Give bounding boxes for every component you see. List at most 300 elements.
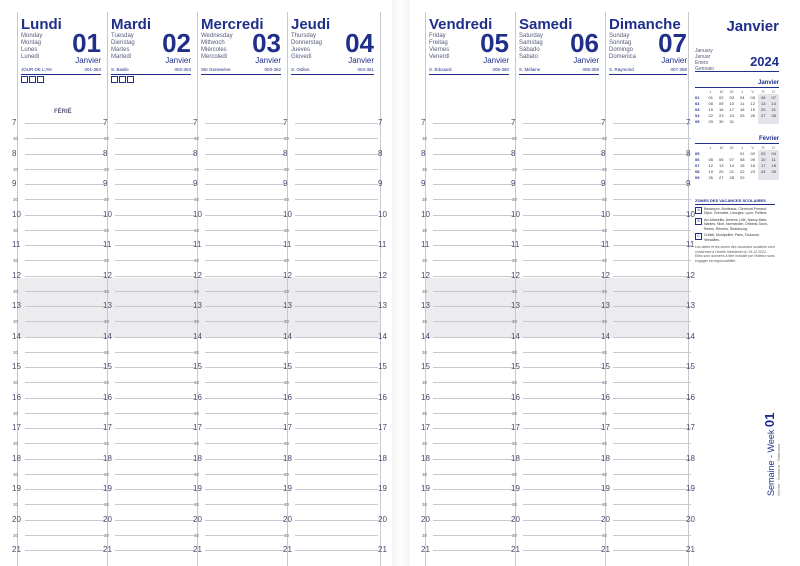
hour-line[interactable] bbox=[205, 550, 285, 551]
half-hour-line[interactable] bbox=[295, 352, 378, 353]
half-hour-line[interactable] bbox=[25, 474, 105, 475]
half-hour-line[interactable] bbox=[523, 230, 603, 231]
mini-calendar-day[interactable]: 26 bbox=[708, 174, 713, 180]
day-month: Janvier bbox=[255, 56, 281, 65]
mini-calendar-day[interactable]: 11 bbox=[740, 100, 745, 106]
mini-calendar-day[interactable] bbox=[737, 118, 748, 124]
sidebar-month-lang: Gennaio bbox=[695, 66, 714, 72]
half-hour-line[interactable] bbox=[25, 413, 105, 414]
half-hour-line[interactable] bbox=[25, 230, 105, 231]
half-hour-line[interactable] bbox=[295, 169, 378, 170]
half-hour-line[interactable] bbox=[115, 230, 195, 231]
mini-calendar-day[interactable]: 13 bbox=[719, 162, 724, 168]
hour-line[interactable] bbox=[433, 306, 513, 307]
half-hour-line[interactable] bbox=[205, 382, 285, 383]
hour-line[interactable] bbox=[25, 459, 105, 460]
half-hour-line[interactable] bbox=[523, 291, 603, 292]
hour-line[interactable] bbox=[613, 184, 691, 185]
hour-label: 9 bbox=[283, 179, 288, 188]
mini-calendar-day[interactable]: 09 bbox=[750, 156, 755, 162]
hour-line[interactable] bbox=[295, 550, 378, 551]
half-hour-line[interactable] bbox=[25, 199, 105, 200]
half-hour-line[interactable] bbox=[433, 321, 513, 322]
half-hour-line[interactable] bbox=[433, 260, 513, 261]
hour-label: 10 bbox=[686, 209, 695, 219]
half-hour-line[interactable] bbox=[295, 291, 378, 292]
half-hour-line[interactable] bbox=[115, 413, 195, 414]
hour-label: 8 bbox=[193, 148, 198, 158]
half-hour-line[interactable] bbox=[613, 474, 691, 475]
mini-calendar-day[interactable]: 19 bbox=[750, 106, 755, 112]
hour-line[interactable] bbox=[295, 215, 378, 216]
half-hour-line[interactable] bbox=[295, 382, 378, 383]
mini-calendar-day[interactable]: 06 bbox=[758, 94, 769, 100]
hour-line[interactable] bbox=[205, 520, 285, 521]
mini-calendar-day[interactable]: 03 bbox=[729, 94, 734, 100]
hour-label: 20 bbox=[601, 514, 610, 524]
hour-line[interactable] bbox=[523, 184, 603, 185]
half-hour-line[interactable] bbox=[205, 535, 285, 536]
mini-calendar-day[interactable]: 06 bbox=[719, 156, 724, 162]
mini-calendar-day[interactable] bbox=[748, 118, 759, 124]
hour-line[interactable] bbox=[613, 306, 691, 307]
half-hour-label: 30 bbox=[602, 471, 608, 477]
mini-calendar-day[interactable]: 04 bbox=[740, 94, 745, 100]
half-hour-line[interactable] bbox=[115, 169, 195, 170]
half-hour-line[interactable] bbox=[295, 230, 378, 231]
hour-line[interactable] bbox=[25, 367, 105, 368]
hour-line[interactable] bbox=[433, 245, 513, 246]
half-hour-line[interactable] bbox=[433, 413, 513, 414]
half-hour-line[interactable] bbox=[25, 352, 105, 353]
sidebar-year: 2024 bbox=[750, 54, 779, 69]
hour-line[interactable] bbox=[295, 154, 378, 155]
half-hour-line[interactable] bbox=[433, 504, 513, 505]
hour-label: 14 bbox=[283, 331, 292, 341]
half-hour-line[interactable] bbox=[613, 504, 691, 505]
half-hour-line[interactable] bbox=[295, 413, 378, 414]
mini-calendar-day[interactable]: 15 bbox=[708, 106, 713, 112]
half-hour-line[interactable] bbox=[433, 474, 513, 475]
half-hour-line[interactable] bbox=[433, 230, 513, 231]
saint-of-day: JOUR DE L'AN bbox=[21, 67, 52, 72]
hour-line[interactable] bbox=[205, 337, 285, 338]
hour-line[interactable] bbox=[523, 215, 603, 216]
half-hour-line[interactable] bbox=[295, 260, 378, 261]
half-hour-line[interactable] bbox=[205, 352, 285, 353]
mini-calendar-day[interactable]: 03 bbox=[758, 150, 769, 156]
mini-calendar-day[interactable]: 24 bbox=[758, 168, 769, 174]
half-hour-line[interactable] bbox=[433, 382, 513, 383]
mini-calendar-day[interactable]: 08 bbox=[708, 100, 713, 106]
mini-calendar-day[interactable]: 25 bbox=[769, 168, 780, 174]
hour-label: 17 bbox=[378, 423, 387, 432]
hour-line[interactable] bbox=[205, 123, 285, 124]
half-hour-line[interactable] bbox=[25, 260, 105, 261]
half-hour-line[interactable] bbox=[613, 169, 691, 170]
half-hour-line[interactable] bbox=[115, 535, 195, 536]
half-hour-line[interactable] bbox=[115, 504, 195, 505]
mini-calendar-day[interactable]: 15 bbox=[740, 162, 745, 168]
hour-line[interactable] bbox=[523, 245, 603, 246]
half-hour-line[interactable] bbox=[295, 443, 378, 444]
half-hour-line[interactable] bbox=[523, 352, 603, 353]
hour-line[interactable] bbox=[205, 459, 285, 460]
hour-line[interactable] bbox=[433, 520, 513, 521]
hour-line[interactable] bbox=[295, 245, 378, 246]
hour-line[interactable] bbox=[115, 245, 195, 246]
half-hour-line[interactable] bbox=[115, 260, 195, 261]
half-hour-line[interactable] bbox=[295, 504, 378, 505]
mini-calendar-day[interactable] bbox=[758, 118, 769, 124]
hour-line[interactable] bbox=[613, 550, 691, 551]
mini-calendar-day[interactable]: 10 bbox=[758, 156, 769, 162]
mini-calendar-day[interactable]: 16 bbox=[719, 106, 724, 112]
hour-line[interactable] bbox=[613, 489, 691, 490]
half-hour-line[interactable] bbox=[523, 443, 603, 444]
mini-calendar-day[interactable]: 01 bbox=[740, 150, 745, 156]
mini-calendar-day[interactable]: 05 bbox=[750, 94, 755, 100]
mini-calendar-day[interactable]: 30 bbox=[719, 118, 724, 124]
half-hour-line[interactable] bbox=[523, 138, 603, 139]
hour-line[interactable] bbox=[205, 306, 285, 307]
day-month: Janvier bbox=[75, 56, 101, 65]
hour-line[interactable] bbox=[205, 276, 285, 277]
hour-line[interactable] bbox=[523, 428, 603, 429]
hour-line[interactable] bbox=[433, 276, 513, 277]
mini-calendar-day[interactable]: 24 bbox=[729, 112, 734, 118]
hour-line[interactable] bbox=[25, 184, 105, 185]
half-hour-line[interactable] bbox=[523, 474, 603, 475]
half-hour-line[interactable] bbox=[205, 443, 285, 444]
mini-calendar-day[interactable]: 17 bbox=[729, 106, 734, 112]
half-hour-line[interactable] bbox=[205, 199, 285, 200]
mini-calendar-day[interactable]: 07 bbox=[769, 94, 780, 100]
mini-calendar-day[interactable]: 18 bbox=[740, 106, 745, 112]
hour-line[interactable] bbox=[205, 154, 285, 155]
mini-calendar-day[interactable]: 18 bbox=[769, 162, 780, 168]
half-hour-line[interactable] bbox=[613, 413, 691, 414]
half-hour-line[interactable] bbox=[25, 382, 105, 383]
mini-calendar-day[interactable]: 26 bbox=[750, 112, 755, 118]
half-hour-line[interactable] bbox=[25, 321, 105, 322]
mini-calendar-day[interactable]: 28 bbox=[769, 112, 780, 118]
hour-line[interactable] bbox=[295, 306, 378, 307]
half-hour-line[interactable] bbox=[115, 291, 195, 292]
mini-calendar-day[interactable]: 23 bbox=[750, 168, 755, 174]
mini-calendar-day[interactable]: 20 bbox=[758, 106, 769, 112]
mini-calendar-day[interactable]: 07 bbox=[729, 156, 734, 162]
hour-line[interactable] bbox=[613, 428, 691, 429]
half-hour-line[interactable] bbox=[433, 169, 513, 170]
mini-calendar-day[interactable]: 29 bbox=[740, 174, 745, 180]
half-hour-line[interactable] bbox=[205, 321, 285, 322]
hour-line[interactable] bbox=[25, 428, 105, 429]
half-hour-line[interactable] bbox=[25, 535, 105, 536]
mini-calendar-day[interactable]: 12 bbox=[708, 162, 713, 168]
mini-calendar-day[interactable]: 02 bbox=[719, 94, 724, 100]
mini-calendar-day[interactable]: 02 bbox=[750, 150, 755, 156]
half-hour-line[interactable] bbox=[433, 535, 513, 536]
hour-label: 9 bbox=[378, 179, 383, 188]
half-hour-line[interactable] bbox=[433, 291, 513, 292]
mini-calendar-day[interactable]: 29 bbox=[708, 118, 713, 124]
hour-line[interactable] bbox=[115, 306, 195, 307]
mini-calendar-day[interactable]: 23 bbox=[719, 112, 724, 118]
half-hour-line[interactable] bbox=[295, 321, 378, 322]
half-hour-line[interactable] bbox=[115, 443, 195, 444]
hour-line[interactable] bbox=[115, 184, 195, 185]
hour-line[interactable] bbox=[433, 184, 513, 185]
hour-line[interactable] bbox=[523, 123, 603, 124]
mini-calendar-day[interactable] bbox=[769, 174, 780, 180]
hour-line[interactable] bbox=[613, 123, 691, 124]
hour-line[interactable] bbox=[295, 428, 378, 429]
hour-line[interactable] bbox=[523, 337, 603, 338]
hour-line[interactable] bbox=[205, 215, 285, 216]
hour-line[interactable] bbox=[205, 428, 285, 429]
hour-line[interactable] bbox=[433, 154, 513, 155]
hour-line[interactable] bbox=[433, 215, 513, 216]
mini-calendar-day[interactable]: 28 bbox=[729, 174, 734, 180]
hour-line[interactable] bbox=[115, 520, 195, 521]
mini-calendar-day[interactable]: 21 bbox=[769, 106, 780, 112]
hour-line[interactable] bbox=[25, 489, 105, 490]
hour-line[interactable] bbox=[613, 215, 691, 216]
half-hour-line[interactable] bbox=[25, 504, 105, 505]
hour-line[interactable] bbox=[523, 367, 603, 368]
half-hour-line[interactable] bbox=[523, 321, 603, 322]
mini-calendar-day[interactable]: 10 bbox=[729, 100, 734, 106]
half-hour-line[interactable] bbox=[25, 138, 105, 139]
half-hour-line[interactable] bbox=[205, 138, 285, 139]
half-hour-line[interactable] bbox=[613, 230, 691, 231]
mini-calendar-day[interactable]: 22 bbox=[740, 168, 745, 174]
mini-calendar-day[interactable]: 19 bbox=[708, 168, 713, 174]
hour-line[interactable] bbox=[295, 489, 378, 490]
half-hour-line[interactable] bbox=[613, 291, 691, 292]
hour-line[interactable] bbox=[205, 398, 285, 399]
half-hour-line[interactable] bbox=[613, 321, 691, 322]
hour-line[interactable] bbox=[613, 276, 691, 277]
hour-line[interactable] bbox=[523, 276, 603, 277]
hour-line[interactable] bbox=[115, 276, 195, 277]
hour-line[interactable] bbox=[295, 337, 378, 338]
hour-line[interactable] bbox=[115, 428, 195, 429]
hour-line[interactable] bbox=[295, 276, 378, 277]
hour-line[interactable] bbox=[523, 154, 603, 155]
half-hour-line[interactable] bbox=[115, 321, 195, 322]
half-hour-line[interactable] bbox=[433, 352, 513, 353]
mini-calendar-day[interactable] bbox=[758, 174, 769, 180]
mini-calendar-day[interactable]: 27 bbox=[758, 112, 769, 118]
hour-line[interactable] bbox=[115, 215, 195, 216]
zone-a-icon bbox=[111, 76, 118, 83]
mini-calendar-day[interactable]: 08 bbox=[740, 156, 745, 162]
hour-line[interactable] bbox=[613, 398, 691, 399]
hour-line[interactable] bbox=[25, 520, 105, 521]
mini-calendar-day[interactable]: 27 bbox=[719, 174, 724, 180]
half-hour-line[interactable] bbox=[115, 352, 195, 353]
half-hour-line[interactable] bbox=[433, 443, 513, 444]
hour-line[interactable] bbox=[205, 489, 285, 490]
half-hour-line[interactable] bbox=[523, 413, 603, 414]
hour-line[interactable] bbox=[613, 520, 691, 521]
half-hour-line[interactable] bbox=[613, 138, 691, 139]
half-hour-line[interactable] bbox=[205, 291, 285, 292]
hour-line[interactable] bbox=[295, 520, 378, 521]
half-hour-line[interactable] bbox=[433, 138, 513, 139]
hour-line[interactable] bbox=[25, 154, 105, 155]
hour-line[interactable] bbox=[295, 184, 378, 185]
half-hour-line[interactable] bbox=[613, 535, 691, 536]
hour-label: 9 bbox=[103, 179, 108, 188]
half-hour-line[interactable] bbox=[115, 474, 195, 475]
half-hour-line[interactable] bbox=[295, 138, 378, 139]
hour-line[interactable] bbox=[433, 123, 513, 124]
mini-calendar-day[interactable]: 22 bbox=[708, 112, 713, 118]
half-hour-line[interactable] bbox=[433, 199, 513, 200]
half-hour-line[interactable] bbox=[25, 169, 105, 170]
hour-line[interactable] bbox=[25, 215, 105, 216]
half-hour-line[interactable] bbox=[523, 260, 603, 261]
half-hour-line[interactable] bbox=[613, 382, 691, 383]
hour-label: 11 bbox=[601, 240, 610, 249]
hour-line[interactable] bbox=[433, 489, 513, 490]
mini-calendar-day[interactable]: 04 bbox=[769, 150, 780, 156]
hour-line[interactable] bbox=[115, 550, 195, 551]
half-hour-line[interactable] bbox=[613, 260, 691, 261]
half-hour-line[interactable] bbox=[295, 199, 378, 200]
half-hour-line[interactable] bbox=[25, 443, 105, 444]
mini-calendar-day[interactable]: 31 bbox=[729, 118, 734, 124]
half-hour-line[interactable] bbox=[613, 443, 691, 444]
hour-line[interactable] bbox=[115, 398, 195, 399]
hour-label: 20 bbox=[12, 514, 21, 524]
hour-label: 14 bbox=[686, 331, 695, 341]
half-hour-label: 30 bbox=[422, 288, 428, 294]
half-hour-line[interactable] bbox=[205, 260, 285, 261]
hour-line[interactable] bbox=[523, 550, 603, 551]
hour-line[interactable] bbox=[115, 459, 195, 460]
mini-calendar-day[interactable]: 25 bbox=[740, 112, 745, 118]
hour-line[interactable] bbox=[115, 123, 195, 124]
hour-line[interactable] bbox=[523, 306, 603, 307]
hour-line[interactable] bbox=[25, 306, 105, 307]
half-hour-line[interactable] bbox=[523, 504, 603, 505]
hour-line[interactable] bbox=[115, 154, 195, 155]
half-hour-line[interactable] bbox=[613, 352, 691, 353]
hour-line[interactable] bbox=[295, 367, 378, 368]
hour-line[interactable] bbox=[295, 123, 378, 124]
mini-calendar-day[interactable]: 20 bbox=[719, 168, 724, 174]
hour-line[interactable] bbox=[433, 459, 513, 460]
day-name: Dimanche bbox=[609, 16, 681, 33]
hour-line[interactable] bbox=[433, 398, 513, 399]
half-hour-label: 30 bbox=[104, 319, 110, 324]
mini-calendar-day[interactable]: 17 bbox=[758, 162, 769, 168]
mini-calendar-day[interactable]: 14 bbox=[769, 100, 780, 106]
mini-calendar-day[interactable] bbox=[748, 174, 759, 180]
hour-line[interactable] bbox=[25, 123, 105, 124]
hour-line[interactable] bbox=[205, 184, 285, 185]
hour-line[interactable] bbox=[433, 428, 513, 429]
hour-line[interactable] bbox=[25, 550, 105, 551]
half-hour-line[interactable] bbox=[523, 535, 603, 536]
hour-line[interactable] bbox=[613, 337, 691, 338]
half-hour-line[interactable] bbox=[205, 474, 285, 475]
half-hour-line[interactable] bbox=[295, 535, 378, 536]
hour-label: 16 bbox=[12, 392, 21, 402]
hour-line[interactable] bbox=[613, 154, 691, 155]
half-hour-line[interactable] bbox=[205, 230, 285, 231]
mini-calendar-day[interactable]: 21 bbox=[729, 168, 734, 174]
hour-line[interactable] bbox=[523, 489, 603, 490]
day-name-translation: Martes bbox=[111, 47, 130, 53]
half-hour-line[interactable] bbox=[613, 199, 691, 200]
hour-line[interactable] bbox=[613, 245, 691, 246]
half-hour-line[interactable] bbox=[205, 169, 285, 170]
half-hour-line[interactable] bbox=[115, 382, 195, 383]
hour-line[interactable] bbox=[25, 245, 105, 246]
hour-line[interactable] bbox=[25, 398, 105, 399]
half-hour-line[interactable] bbox=[523, 199, 603, 200]
hour-line[interactable] bbox=[613, 459, 691, 460]
hour-line[interactable] bbox=[433, 367, 513, 368]
half-hour-line[interactable] bbox=[295, 474, 378, 475]
hour-label: 11 bbox=[378, 240, 387, 249]
hour-line[interactable] bbox=[295, 398, 378, 399]
half-hour-line[interactable] bbox=[115, 199, 195, 200]
hour-line[interactable] bbox=[613, 367, 691, 368]
mini-calendar-day[interactable]: 16 bbox=[750, 162, 755, 168]
hour-line[interactable] bbox=[115, 489, 195, 490]
mini-calendar-day[interactable] bbox=[769, 118, 780, 124]
hour-line[interactable] bbox=[115, 367, 195, 368]
hour-line[interactable] bbox=[523, 520, 603, 521]
hour-line[interactable] bbox=[25, 276, 105, 277]
hour-line[interactable] bbox=[205, 245, 285, 246]
hour-line[interactable] bbox=[25, 337, 105, 338]
half-hour-line[interactable] bbox=[523, 169, 603, 170]
half-hour-line[interactable] bbox=[25, 291, 105, 292]
mini-calendar-day[interactable]: 14 bbox=[729, 162, 734, 168]
hour-line[interactable] bbox=[433, 337, 513, 338]
hour-line[interactable] bbox=[295, 459, 378, 460]
mini-calendar-day[interactable]: 01 bbox=[708, 94, 713, 100]
hour-line[interactable] bbox=[115, 337, 195, 338]
half-hour-line[interactable] bbox=[205, 504, 285, 505]
hour-label: 8 bbox=[601, 148, 606, 158]
mini-calendar-day[interactable]: 11 bbox=[769, 156, 780, 162]
half-hour-line[interactable] bbox=[205, 413, 285, 414]
mini-calendar-day[interactable]: 13 bbox=[758, 100, 769, 106]
hour-label: 19 bbox=[686, 484, 695, 493]
hour-line[interactable] bbox=[433, 550, 513, 551]
zone-c-icon bbox=[37, 76, 44, 83]
hour-line[interactable] bbox=[523, 459, 603, 460]
mini-calendar-day[interactable]: 09 bbox=[719, 100, 724, 106]
half-hour-line[interactable] bbox=[115, 138, 195, 139]
hour-line[interactable] bbox=[523, 398, 603, 399]
half-hour-label: 30 bbox=[13, 380, 19, 385]
zone-a-icon bbox=[21, 76, 28, 83]
mini-calendar-day[interactable]: 12 bbox=[750, 100, 755, 106]
hour-line[interactable] bbox=[205, 367, 285, 368]
half-hour-line[interactable] bbox=[523, 382, 603, 383]
mini-calendar-day[interactable]: 05 bbox=[708, 156, 713, 162]
half-hour-label: 30 bbox=[13, 136, 19, 141]
